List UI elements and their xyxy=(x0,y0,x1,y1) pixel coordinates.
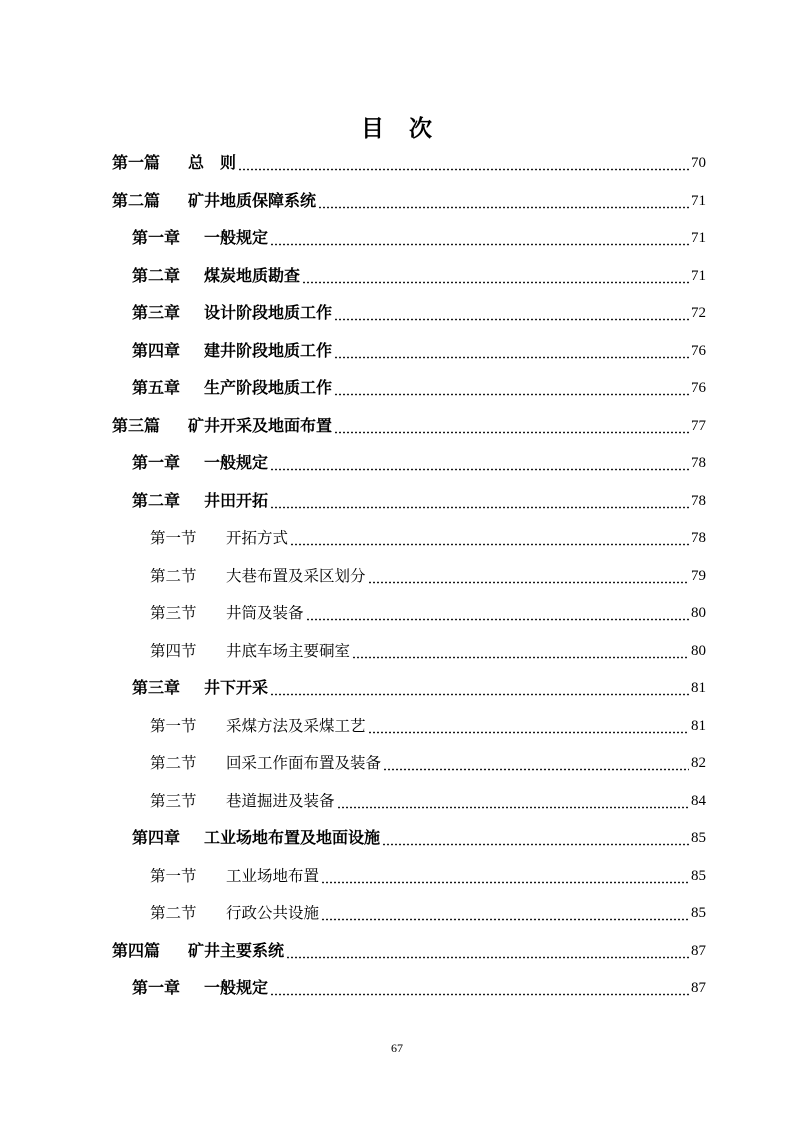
entry-number: 第四篇 xyxy=(112,940,161,960)
entry-page: 71 xyxy=(691,267,706,284)
entry-title: 开拓方式 xyxy=(226,529,289,547)
toc-entry[interactable] xyxy=(150,898,706,928)
entry-title: 矿井开采及地面布置 xyxy=(188,415,333,435)
dot-leader xyxy=(270,973,689,1003)
dot-leader xyxy=(334,411,689,441)
dot-leader xyxy=(368,711,689,741)
entry-number: 第三篇 xyxy=(112,415,161,435)
dot-leader xyxy=(352,636,689,666)
entry-title: 井筒及装备 xyxy=(226,604,304,622)
entry-number: 第二节 xyxy=(150,566,197,585)
entry-page: 72 xyxy=(691,305,706,321)
toc-entry[interactable] xyxy=(112,186,706,216)
entry-title: 井田开拓 xyxy=(204,490,269,510)
entry-page: 87 xyxy=(691,980,706,996)
entry-title: 矿井主要系统 xyxy=(188,940,285,960)
dot-leader xyxy=(337,786,689,816)
entry-title: 一般规定 xyxy=(204,453,269,472)
dot-leader xyxy=(382,823,689,853)
entry-number: 第三章 xyxy=(132,678,181,697)
entry-page: 76 xyxy=(691,380,706,396)
entry-title: 矿井地质保障系统 xyxy=(188,190,317,210)
toc-entry[interactable] xyxy=(150,523,706,553)
toc-entry[interactable] xyxy=(112,936,706,966)
entry-number: 第一篇 xyxy=(112,153,161,172)
entry-page: 80 xyxy=(691,642,706,659)
entry-number: 第四章 xyxy=(132,340,181,360)
dot-leader xyxy=(270,673,689,703)
toc-entry[interactable] xyxy=(132,823,706,853)
entry-title: 一般规定 xyxy=(204,978,269,997)
toc-entry[interactable] xyxy=(150,561,706,591)
toc-entry[interactable] xyxy=(132,223,706,253)
entry-page: 85 xyxy=(691,905,706,921)
entry-page: 82 xyxy=(691,755,706,771)
toc-entry[interactable] xyxy=(132,448,706,478)
entry-title: 一般规定 xyxy=(204,228,269,247)
entry-number: 第二章 xyxy=(132,265,181,285)
entry-page: 71 xyxy=(691,192,706,209)
entry-title: 井底车场主要硐室 xyxy=(226,641,351,660)
toc-entry[interactable] xyxy=(150,598,706,628)
toc-entry[interactable] xyxy=(132,261,706,291)
toc-entry[interactable] xyxy=(132,373,706,403)
entry-page: 71 xyxy=(691,230,706,246)
entry-title: 行政公共设施 xyxy=(226,904,320,922)
dot-leader xyxy=(270,448,689,478)
entry-page: 79 xyxy=(691,567,706,584)
entry-number: 第五章 xyxy=(132,378,181,397)
entry-number: 第三节 xyxy=(150,604,197,622)
entry-page: 76 xyxy=(691,342,706,359)
dot-leader xyxy=(334,373,689,403)
entry-number: 第二节 xyxy=(150,754,197,772)
dot-leader xyxy=(321,898,689,928)
toc-entry[interactable] xyxy=(112,148,706,178)
page-number: 67 xyxy=(391,1041,403,1055)
entry-number: 第三章 xyxy=(132,303,181,322)
toc-entry[interactable] xyxy=(150,748,706,778)
entry-page: 85 xyxy=(691,867,706,884)
entry-page: 78 xyxy=(691,492,706,509)
entry-number: 第三节 xyxy=(150,791,197,810)
entry-page: 80 xyxy=(691,605,706,621)
entry-title: 工业场地布置 xyxy=(226,866,320,885)
entry-number: 第二节 xyxy=(150,904,197,922)
entry-title: 工业场地布置及地面设施 xyxy=(204,828,381,847)
dot-leader xyxy=(270,486,689,516)
toc-entry[interactable] xyxy=(150,861,706,891)
entry-title: 建井阶段地质工作 xyxy=(204,340,333,360)
toc-entry[interactable] xyxy=(150,786,706,816)
dot-leader xyxy=(238,148,689,178)
dot-leader xyxy=(302,261,689,291)
toc-entry[interactable] xyxy=(132,673,706,703)
toc-entry[interactable] xyxy=(132,973,706,1003)
dot-leader xyxy=(306,598,689,628)
page-title: 目 次 xyxy=(361,115,433,142)
dot-leader xyxy=(286,936,689,966)
entry-number: 第二篇 xyxy=(112,190,161,210)
toc-entry[interactable] xyxy=(132,486,706,516)
toc-entry[interactable] xyxy=(150,711,706,741)
entry-page: 84 xyxy=(691,792,706,809)
entry-title: 总 则 xyxy=(188,153,237,172)
toc-entry[interactable] xyxy=(112,411,706,441)
entry-title: 大巷布置及采区划分 xyxy=(226,566,366,585)
entry-title: 生产阶段地质工作 xyxy=(204,378,333,397)
entry-title: 采煤方法及采煤工艺 xyxy=(226,716,366,735)
entry-number: 第一节 xyxy=(150,529,197,547)
entry-number: 第一章 xyxy=(132,453,181,472)
entry-page: 77 xyxy=(691,417,706,434)
dot-leader xyxy=(383,748,689,778)
dot-leader xyxy=(334,298,689,328)
entry-number: 第一节 xyxy=(150,866,197,885)
entry-page: 87 xyxy=(691,942,706,959)
entry-number: 第四章 xyxy=(132,828,181,847)
entry-title: 井下开采 xyxy=(204,678,269,697)
toc-entry[interactable] xyxy=(150,636,706,666)
entry-title: 煤炭地质勘查 xyxy=(204,265,301,285)
dot-leader xyxy=(318,186,689,216)
entry-page: 81 xyxy=(691,717,706,734)
entry-page: 78 xyxy=(691,455,706,471)
entry-title: 回采工作面布置及装备 xyxy=(226,754,382,772)
entry-page: 85 xyxy=(691,830,706,846)
entry-title: 巷道掘进及装备 xyxy=(226,791,335,810)
entry-page: 81 xyxy=(691,680,706,696)
dot-leader xyxy=(270,223,689,253)
toc-entry[interactable] xyxy=(132,298,706,328)
entry-number: 第四节 xyxy=(150,641,197,660)
dot-leader xyxy=(290,523,689,553)
entry-number: 第一节 xyxy=(150,716,197,735)
entry-number: 第一章 xyxy=(132,978,181,997)
entry-page: 78 xyxy=(691,530,706,546)
dot-leader xyxy=(368,561,689,591)
dot-leader xyxy=(334,336,689,366)
entry-page: 70 xyxy=(691,155,706,171)
dot-leader xyxy=(321,861,689,891)
entry-number: 第二章 xyxy=(132,490,181,510)
entry-title: 设计阶段地质工作 xyxy=(204,303,333,322)
toc-entry[interactable] xyxy=(132,336,706,366)
entry-number: 第一章 xyxy=(132,228,181,247)
